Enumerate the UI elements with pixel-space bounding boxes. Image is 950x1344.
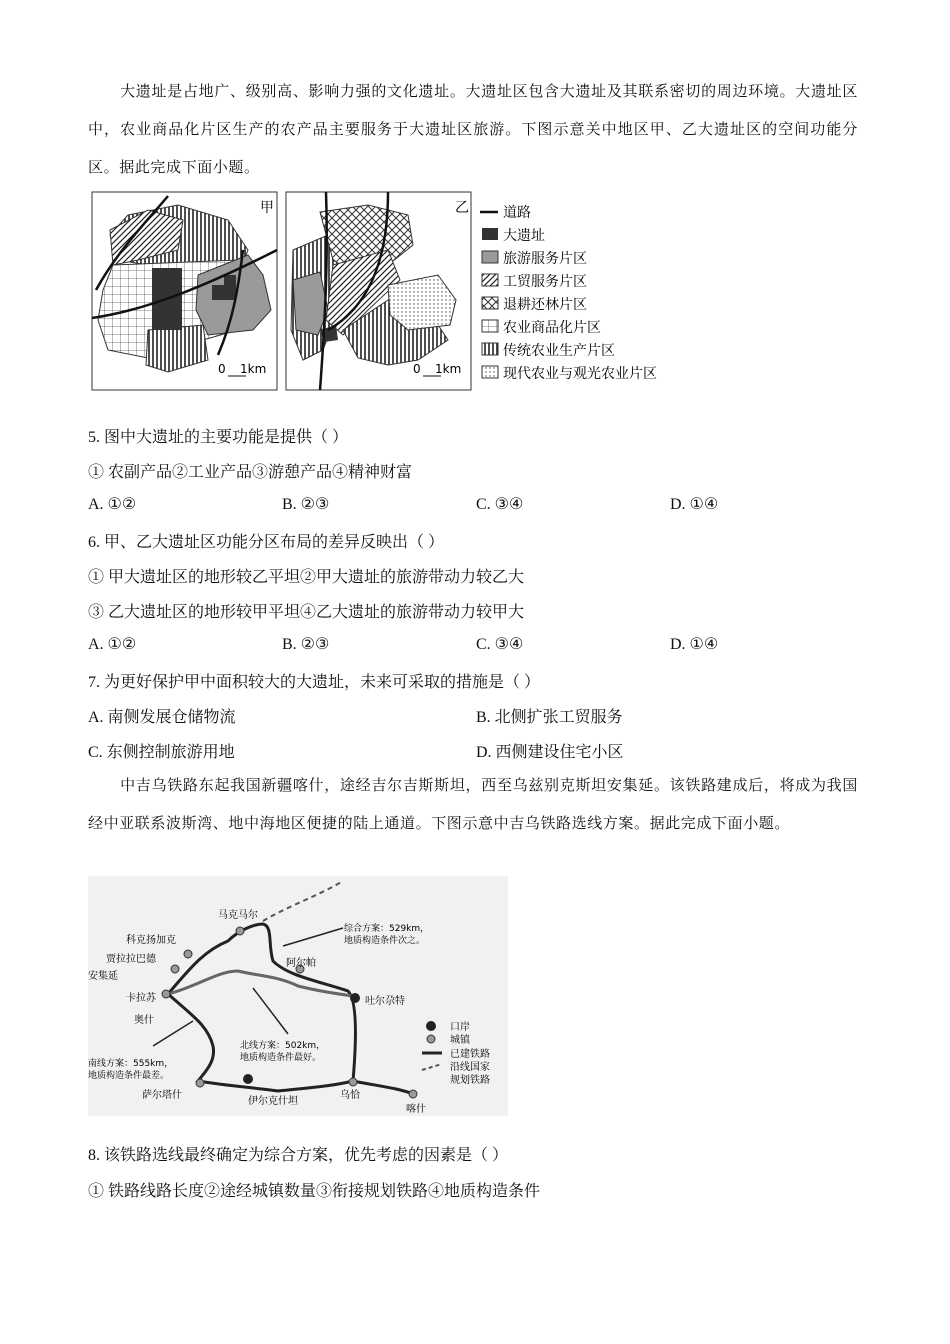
north-note-2: 地质构造条件最好。: [240, 1053, 322, 1063]
north-note-1: 北线方案：502km，: [240, 1041, 326, 1051]
legend-planned-label: 沿线国家: [450, 1062, 490, 1073]
legend-site-label: 大遗址: [503, 228, 545, 244]
legend-industry-label: 工贸服务片区: [503, 274, 587, 290]
q5-option-a[interactable]: A. ①②: [88, 496, 137, 513]
q8-items: ① 铁路线路长度②途经城镇数量③衔接规划铁路④地质构造条件: [88, 1183, 541, 1200]
comprehensive-note-1: 综合方案：529km，: [344, 924, 430, 934]
legend-site-symbol: [482, 228, 498, 240]
q6-option-c[interactable]: C. ③④: [476, 636, 524, 653]
map-b-scale-text: 1km: [435, 362, 462, 376]
q5-option-d[interactable]: D. ①④: [670, 496, 719, 513]
town-label-kokyangak: 科克扬加克: [126, 935, 176, 946]
town-sary-tash: [196, 1079, 204, 1087]
passage-1: [88, 72, 858, 186]
figure-1-legend: [480, 205, 657, 382]
legend-port-label: 口岸: [450, 1022, 470, 1033]
q5-option-c[interactable]: C. ③④: [476, 496, 524, 513]
town-label-jalalabad: 贾拉拉巴德: [106, 954, 156, 965]
legend-traditional-symbol: [482, 343, 498, 355]
town-label-andijan: 安集延: [88, 971, 118, 982]
legend-built-label: 已建铁路: [450, 1049, 490, 1060]
legend-road-label: 道路: [503, 205, 531, 221]
figure-heritage-maps: [88, 190, 708, 395]
port-torugart: [350, 993, 360, 1003]
q7-stem: 7. 为更好保护甲中面积较大的大遗址，未来可采取的措施是（ ）: [88, 674, 541, 691]
town-label-irkeshtam: 伊尔克什坦: [248, 1096, 298, 1107]
legend-industry-symbol: [482, 274, 498, 286]
town-label-karasu: 卡拉苏: [126, 993, 156, 1004]
legend-town-symbol: [427, 1035, 435, 1043]
comprehensive-note-2: 地质构造条件次之。: [344, 936, 426, 946]
q7-option-c[interactable]: C. 东侧控制旅游用地: [88, 744, 235, 761]
q7-option-d[interactable]: D. 西侧建设住宅小区: [476, 744, 624, 761]
legend-port-symbol: [426, 1021, 436, 1031]
town-label-kashgar: 喀什: [406, 1104, 426, 1115]
q5-stem: 5. 图中大遗址的主要功能是提供（ ）: [88, 429, 349, 446]
q5-option-b[interactable]: B. ②③: [282, 496, 330, 513]
passage-1-text: 大遗址是占地广、级别高、影响力强的文化遗址。大遗址区包含大遗址及其联系密切的周边环境。大遗址区中，农业商品化片区生产的农产品主要服务于大遗址区旅游。下图示意关中地区甲、乙大遗址区的空间功能分区。据此完成下面小题。: [88, 82, 858, 176]
town-makemar: [236, 927, 244, 935]
map-b-scale-zero: 0: [413, 362, 421, 376]
q6-items-line-1: ① 甲大遗址区的地形较乙平坦②甲大遗址的旅游带动力较乙大: [88, 569, 525, 586]
legend-modern-label: 现代农业与观光农业片区: [503, 366, 657, 382]
port-irkeshtam: [243, 1074, 253, 1084]
map-a-label: 甲: [260, 200, 274, 216]
legend-modern-symbol: [482, 366, 498, 378]
town-label-ulugqat: 乌恰: [340, 1090, 360, 1101]
town-kokyangak: [184, 950, 192, 958]
town-kashgar: [409, 1090, 417, 1098]
map-b-label: 乙: [455, 200, 469, 216]
south-note-1: 南线方案：555km，: [88, 1059, 174, 1069]
q6-option-d[interactable]: D. ①④: [670, 636, 719, 653]
q6-option-b[interactable]: B. ②③: [282, 636, 330, 653]
town-label-arpa: 阿尔帕: [286, 958, 316, 969]
q5-items: ① 农副产品②工业产品③游憩产品④精神财富: [88, 464, 413, 481]
figure-railway-map: [88, 876, 508, 1116]
south-note-2: 地质构造条件最差。: [88, 1071, 170, 1081]
town-label-torugart: 吐尔尕特: [365, 996, 405, 1007]
town-jalalabad: [171, 965, 179, 973]
legend-commercial-symbol: [482, 320, 498, 332]
q7-option-a[interactable]: A. 南侧发展仓储物流: [88, 709, 236, 726]
legend-traditional-label: 传统农业生产片区: [503, 343, 615, 359]
town-label-makemar: 马克马尔: [218, 910, 258, 921]
town-karasu: [162, 990, 170, 998]
q7-option-b[interactable]: B. 北侧扩张工贸服务: [476, 709, 623, 726]
q8-stem: 8. 该铁路选线最终确定为综合方案，优先考虑的因素是（ ）: [88, 1147, 509, 1164]
legend-forest-label: 退耕还林片区: [503, 297, 587, 313]
passage-2: [88, 766, 858, 842]
legend-planned-label-2: 规划铁路: [450, 1075, 490, 1086]
legend-town-label: 城镇: [450, 1035, 470, 1046]
legend-forest-symbol: [482, 297, 498, 309]
q6-items-line-2: ③ 乙大遗址区的地形较甲平坦④乙大遗址的旅游带动力较甲大: [88, 604, 525, 621]
q6-option-a[interactable]: A. ①②: [88, 636, 137, 653]
legend-commercial-label: 农业商品化片区: [503, 320, 601, 336]
town-label-osh: 奥什: [134, 1015, 154, 1026]
legend-tourism-label: 旅游服务片区: [503, 251, 587, 267]
map-a-scale-text: 1km: [240, 362, 267, 376]
q6-stem: 6. 甲、乙大遗址区功能分区布局的差异反映出（ ）: [88, 534, 445, 551]
legend-tourism-symbol: [482, 251, 498, 263]
town-label-sary-tash: 萨尔塔什: [142, 1090, 182, 1101]
town-ulugqat: [349, 1078, 357, 1086]
map-a-scale-zero: 0: [218, 362, 226, 376]
passage-2-text: 中吉乌铁路东起我国新疆喀什，途经吉尔吉斯斯坦，西至乌兹别克斯坦安集延。该铁路建成后，将成为我国经中亚联系波斯湾、地中海地区便捷的陆上通道。下图示意中吉乌铁路选线方案。据此完成下面小题。: [88, 776, 858, 832]
